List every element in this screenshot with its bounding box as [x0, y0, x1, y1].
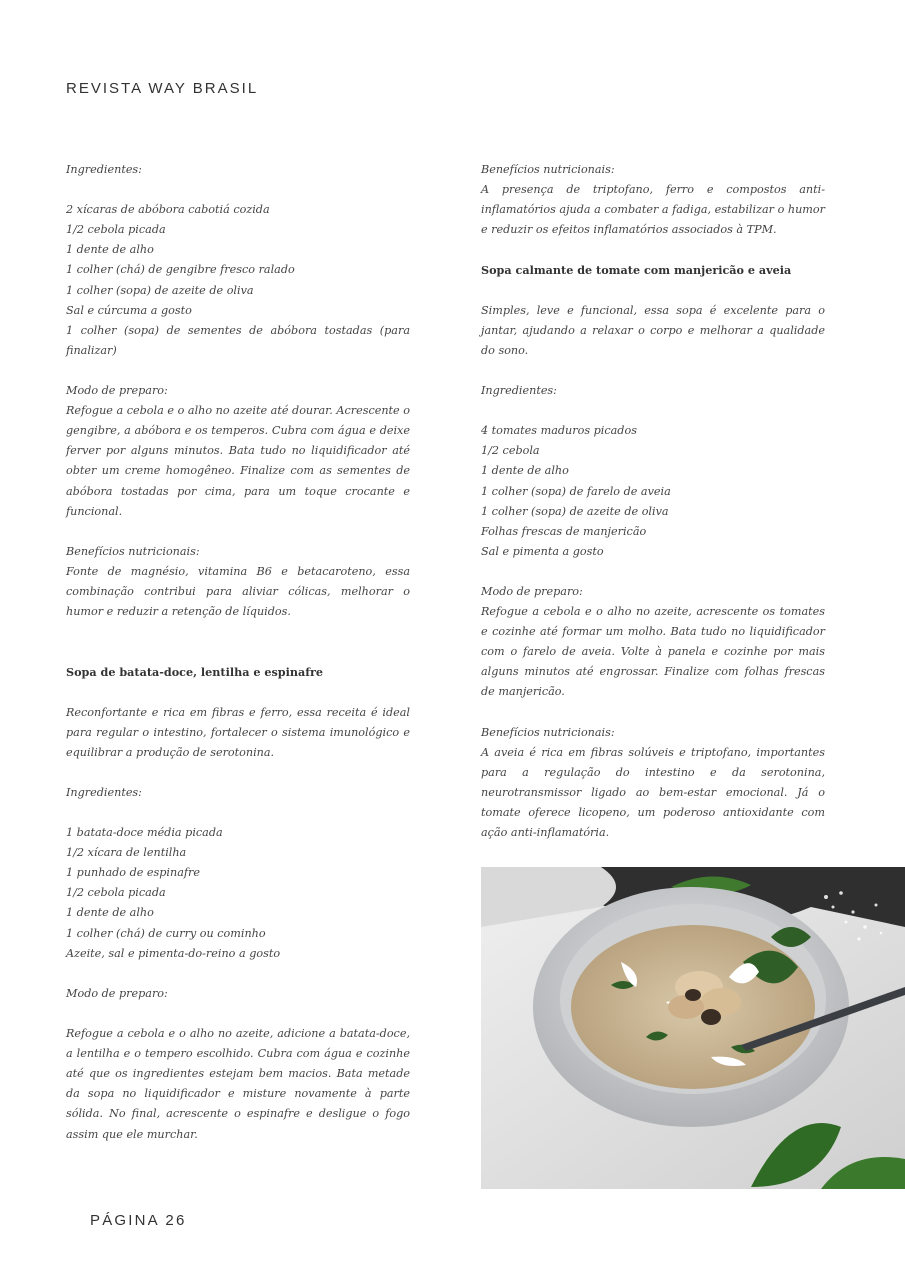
method-label: Modo de preparo:	[66, 986, 168, 1000]
recipe-title: Sopa de batata-doce, lentilha e espinafre	[66, 665, 324, 680]
benefits-label: Benefícios nutricionais:	[481, 163, 615, 176]
soup-photo	[481, 867, 905, 1189]
method-text: Refogue a cebola e o alho no azeite, acrescente os tomates e cozinhe até formar um molho. Bata tudo no liquidificador com o farelo de aveia. Volte à panela e cozinhe por mais alguns minutos até engrossar. Finalize com folhas frescas de manjericão.	[481, 605, 825, 699]
benefits-text: Fonte de magnésio, vitamina B6 e betacaroteno, essa combinação contribui para aliviar cólicas, melhorar o humor e reduzir a retenção de líquidos.	[66, 564, 410, 619]
list-item: 1 batata-doce média picada	[66, 826, 223, 840]
ingredients-list	[66, 200, 410, 361]
method-text: Refogue a cebola e o alho no azeite até dourar. Acrescente o gengibre, a abóbora e os temperos. Cubra com água e deixe ferver por alguns minutos. Bata tudo no liquidificador até obter um creme homogêneo. Finalize com as sementes de abóbora tostadas por cima, para um toque crocante e funcional.	[66, 404, 410, 518]
right-column	[481, 160, 825, 843]
list-item: 1 dente de alho	[66, 906, 154, 920]
magazine-title: REVISTA WAY BRASIL	[66, 80, 259, 97]
method-label: Modo de preparo:	[66, 384, 168, 398]
ingredients-label: Ingredientes:	[481, 384, 557, 398]
recipe-intro: Simples, leve e funcional, essa sopa é excelente para o jantar, ajudando a relaxar o corpo e melhorar a qualidade do sono.	[481, 303, 825, 357]
list-item: 1 punhado de espinafre	[66, 866, 200, 880]
ingredients-label: Ingredientes:	[66, 785, 142, 799]
list-item: 1 colher (sopa) de sementes de abóbora tostadas (para finalizar)	[66, 323, 410, 357]
benefits-text: A aveia é rica em fibras solúveis e triptofano, importantes para a regulação do intestino e da serotonina, neurotransmissor ligado ao bem-estar emocional. Já o tomate oferece licopeno, um poderoso antioxidante com ação anti-inflamatória.	[481, 745, 825, 840]
list-item: Sal e pimenta a gosto	[481, 544, 604, 558]
list-item: 1 colher (sopa) de azeite de oliva	[481, 504, 669, 518]
list-item: 1/2 cebola picada	[66, 886, 166, 900]
method-text: Refogue a cebola e o alho no azeite, adicione a batata-doce, a lentilha e o tempero escolhido. Cubra com água e cozinhe até que os ingredientes estejam bem macios. Bata metade da sopa no liquidificador e misture novamente à parte sólida. No final, acrescente o espinafre e desligue o fogo assim que ele murchar.	[66, 1027, 410, 1141]
method-label: Modo de preparo:	[481, 584, 583, 598]
left-column	[66, 160, 410, 1145]
ingredients-list	[481, 421, 825, 562]
recipe-intro: Reconfortante e rica em fibras e ferro, essa receita é ideal para regular o intestino, fortalecer o sistema imunológico e equilibrar a produção de serotonina.	[66, 705, 410, 759]
ingredients-label: Ingredientes:	[66, 163, 142, 176]
list-item: 1/2 cebola picada	[66, 223, 166, 237]
list-item: 4 tomates maduros picados	[481, 424, 637, 438]
list-item: 1 dente de alho	[66, 243, 154, 257]
benefits-label: Benefícios nutricionais:	[66, 544, 200, 558]
list-item: 1 colher (sopa) de farelo de aveia	[481, 484, 671, 498]
recipe-title: Sopa calmante de tomate com manjericão e aveia	[481, 263, 792, 278]
list-item: 1 colher (sopa) de azeite de oliva	[66, 283, 254, 297]
list-item: Sal e cúrcuma a gosto	[66, 303, 192, 317]
list-item: Folhas frescas de manjericão	[481, 524, 647, 538]
list-item: Azeite, sal e pimenta-do-reino a gosto	[66, 946, 281, 960]
ingredients-list	[66, 823, 410, 964]
page-number: PÁGINA 26	[90, 1212, 187, 1229]
list-item: 1/2 cebola	[481, 444, 540, 458]
list-item: 2 xícaras de abóbora cabotiá cozida	[66, 203, 270, 217]
list-item: 1 dente de alho	[481, 464, 569, 478]
list-item: 1 colher (chá) de gengibre fresco ralado	[66, 263, 295, 277]
list-item: 1/2 xícara de lentilha	[66, 846, 187, 860]
list-item: 1 colher (chá) de curry ou cominho	[66, 926, 266, 940]
benefits-label: Benefícios nutricionais:	[481, 725, 615, 739]
benefits-text: A presença de triptofano, ferro e compostos anti-inflamatórios ajuda a combater a fadiga, estabilizar o humor e reduzir os efeitos inflamatórios associados à TPM.	[481, 183, 825, 237]
